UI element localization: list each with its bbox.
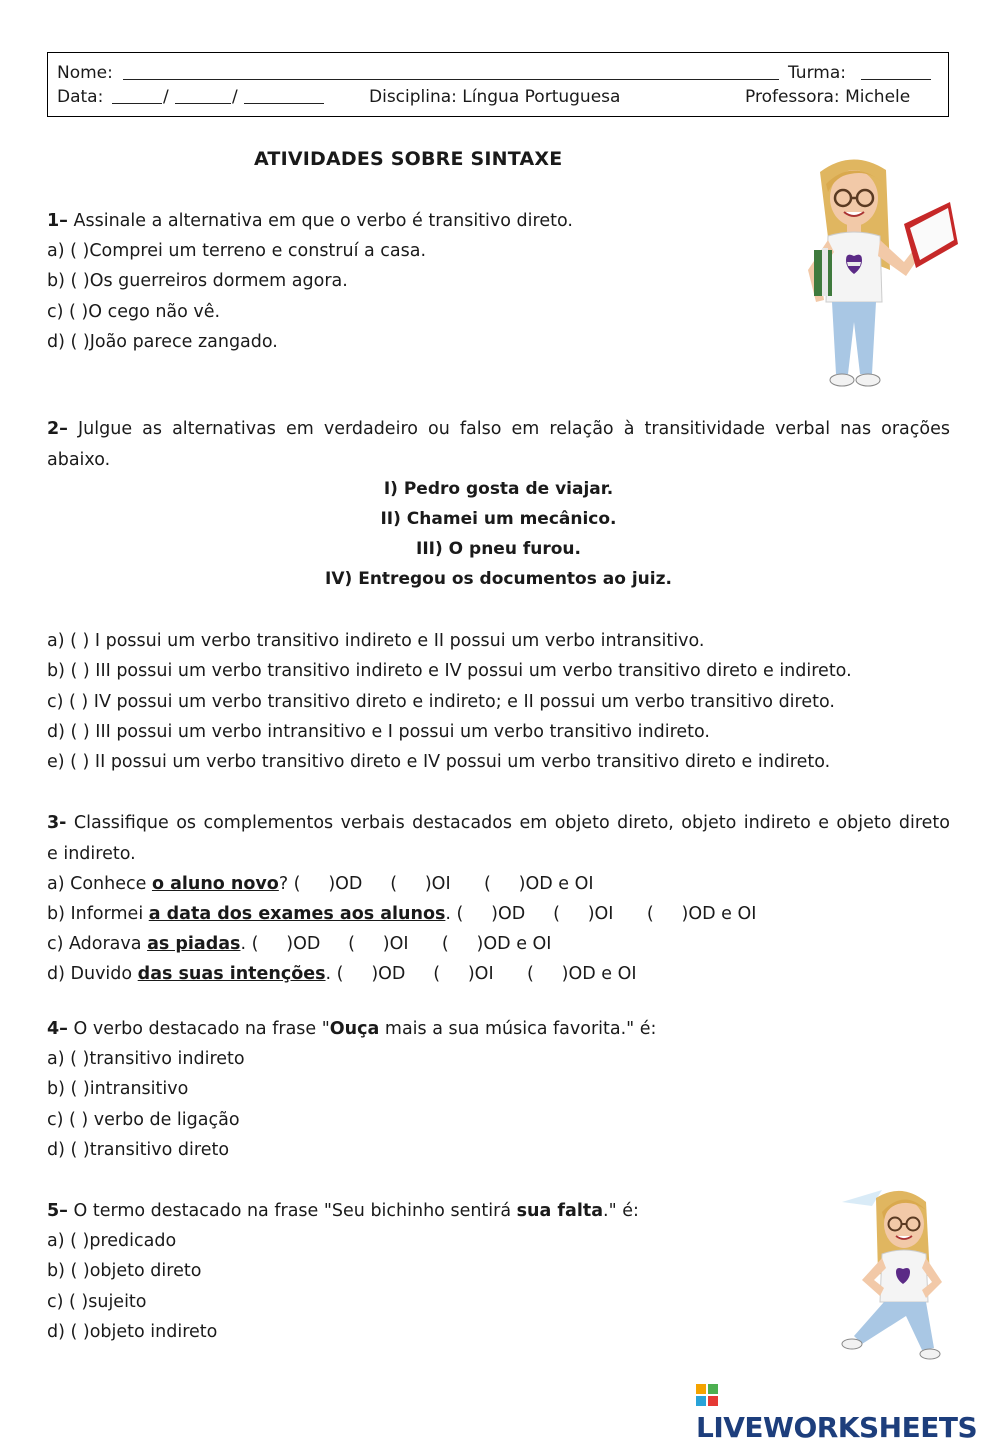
professora-label: Professora: Michele: [745, 87, 911, 107]
q3-item-c-highlight: as piadas: [147, 934, 241, 954]
nome-label: Nome:: [57, 63, 113, 83]
q5-highlight: sua falta: [516, 1201, 604, 1221]
q5-option-b[interactable]: b) ( )objeto direto: [47, 1261, 202, 1281]
q1-text: Assinale a alternativa em que o verbo é transitivo direto.: [67, 211, 573, 231]
data-year-line[interactable]: [244, 103, 324, 104]
disciplina-label: Disciplina: Língua Portuguesa: [369, 87, 621, 107]
data-slash-2: /: [232, 87, 238, 107]
q4-option-a[interactable]: a) ( )transitivo indireto: [47, 1049, 245, 1069]
q1-option-a[interactable]: a) ( )Comprei um terreno e construí a casa.: [47, 241, 427, 261]
liveworksheets-watermark[interactable]: [696, 1378, 1000, 1444]
teacher-pose-image: [822, 1184, 952, 1364]
q5-text-post: ." é:: [603, 1201, 639, 1221]
q3-item-b[interactable]: [47, 903, 756, 925]
q5-option-a[interactable]: a) ( )predicado: [47, 1231, 177, 1251]
q5-option-d[interactable]: d) ( )objeto indireto: [47, 1322, 218, 1342]
q3-item-b-highlight: a data dos exames aos alunos: [148, 904, 446, 924]
q2-sentence-2: II) Chamei um mecânico.: [380, 509, 617, 529]
q5-statement: [47, 1200, 639, 1222]
liveworksheets-logo-icon: [696, 1384, 718, 1406]
data-month-line[interactable]: [175, 103, 231, 104]
data-day-line[interactable]: [112, 103, 162, 104]
q2-sentence-1: I) Pedro gosta de viajar.: [383, 479, 614, 499]
q3-item-a[interactable]: [47, 873, 594, 895]
q3-item-a-pre: a) Conhece: [47, 874, 152, 894]
q3-number: 3-: [47, 813, 67, 833]
q4-option-b[interactable]: b) ( )intransitivo: [47, 1079, 189, 1099]
q1-option-b[interactable]: b) ( )Os guerreiros dormem agora.: [47, 271, 348, 291]
q2-sentence-4: IV) Entregou os documentos ao juiz.: [325, 569, 672, 589]
turma-line[interactable]: [861, 79, 931, 80]
q3-item-d[interactable]: [47, 963, 637, 985]
q3-item-c-choices[interactable]: . ( )OD ( )OI ( )OD e OI: [240, 934, 552, 954]
q1-option-c[interactable]: c) ( )O cego não vê.: [47, 302, 221, 322]
q2-option-b[interactable]: b) ( ) III possui um verbo transitivo indireto e IV possui um verbo transitivo direto e indireto.: [47, 661, 852, 681]
q5-text-pre: O termo destacado na frase "Seu bichinho sentirá: [67, 1201, 517, 1221]
page-title: ATIVIDADES SOBRE SINTAXE: [254, 148, 563, 170]
q3-statement-line1: [47, 812, 950, 834]
q2-text: Julgue as alternativas em verdadeiro ou falso em relação à transitividade verbal nas orações: [67, 419, 950, 439]
q3-item-d-pre: d) Duvido: [47, 964, 138, 984]
q2-number: 2–: [47, 419, 68, 439]
q4-highlight: Ouça: [329, 1019, 380, 1039]
q5-option-c[interactable]: c) ( )sujeito: [47, 1292, 147, 1312]
q4-option-d[interactable]: d) ( )transitivo direto: [47, 1140, 230, 1160]
q2-sentence-3: III) O pneu furou.: [416, 539, 581, 559]
q3-item-a-highlight: o aluno novo: [151, 874, 279, 894]
liveworksheets-text: LIVEWORKSHEETS: [696, 1411, 978, 1444]
q4-text-post: mais a sua música favorita." é:: [379, 1019, 657, 1039]
q2-statement-line1: [47, 418, 950, 440]
q3-item-b-choices[interactable]: . ( )OD ( )OI ( )OD e OI: [445, 904, 757, 924]
q3-item-c-pre: c) Adorava: [47, 934, 148, 954]
q3-item-b-pre: b) Informei: [47, 904, 149, 924]
q4-text-pre: O verbo destacado na frase ": [67, 1019, 330, 1039]
q3-text: Classifique os complementos verbais destacados em objeto direto, objeto indireto e objeto direto: [66, 813, 950, 833]
q5-number: 5–: [47, 1201, 68, 1221]
header-box: [47, 52, 949, 117]
q3-item-c[interactable]: [47, 933, 551, 955]
q3-item-d-highlight: das suas intenções: [137, 964, 326, 984]
teacher-avatar-image: [792, 152, 962, 392]
q3-statement-line2: e indireto.: [47, 844, 136, 864]
q1-statement: [47, 210, 573, 232]
q3-item-a-choices[interactable]: ? ( )OD ( )OI ( )OD e OI: [278, 874, 594, 894]
turma-label: Turma:: [788, 63, 846, 83]
data-label: Data:: [57, 87, 104, 107]
q4-statement: [47, 1018, 656, 1040]
nome-line[interactable]: [123, 79, 779, 80]
q4-option-c[interactable]: c) ( ) verbo de ligação: [47, 1110, 240, 1130]
q2-option-a[interactable]: a) ( ) I possui um verbo transitivo indireto e II possui um verbo intransitivo.: [47, 631, 705, 651]
q1-number: 1–: [47, 211, 68, 231]
q2-option-c[interactable]: c) ( ) IV possui um verbo transitivo direto e indireto; e II possui um verbo transitivo direto.: [47, 692, 835, 712]
q2-statement-line2: abaixo.: [47, 450, 111, 470]
q1-option-d[interactable]: d) ( )João parece zangado.: [47, 332, 278, 352]
q2-option-e[interactable]: e) ( ) II possui um verbo transitivo direto e IV possui um verbo transitivo direto e indireto.: [47, 752, 831, 772]
q2-option-d[interactable]: d) ( ) III possui um verbo intransitivo e I possui um verbo transitivo indireto.: [47, 722, 710, 742]
q4-number: 4–: [47, 1019, 68, 1039]
data-slash-1: /: [163, 87, 169, 107]
q3-item-d-choices[interactable]: . ( )OD ( )OI ( )OD e OI: [325, 964, 637, 984]
